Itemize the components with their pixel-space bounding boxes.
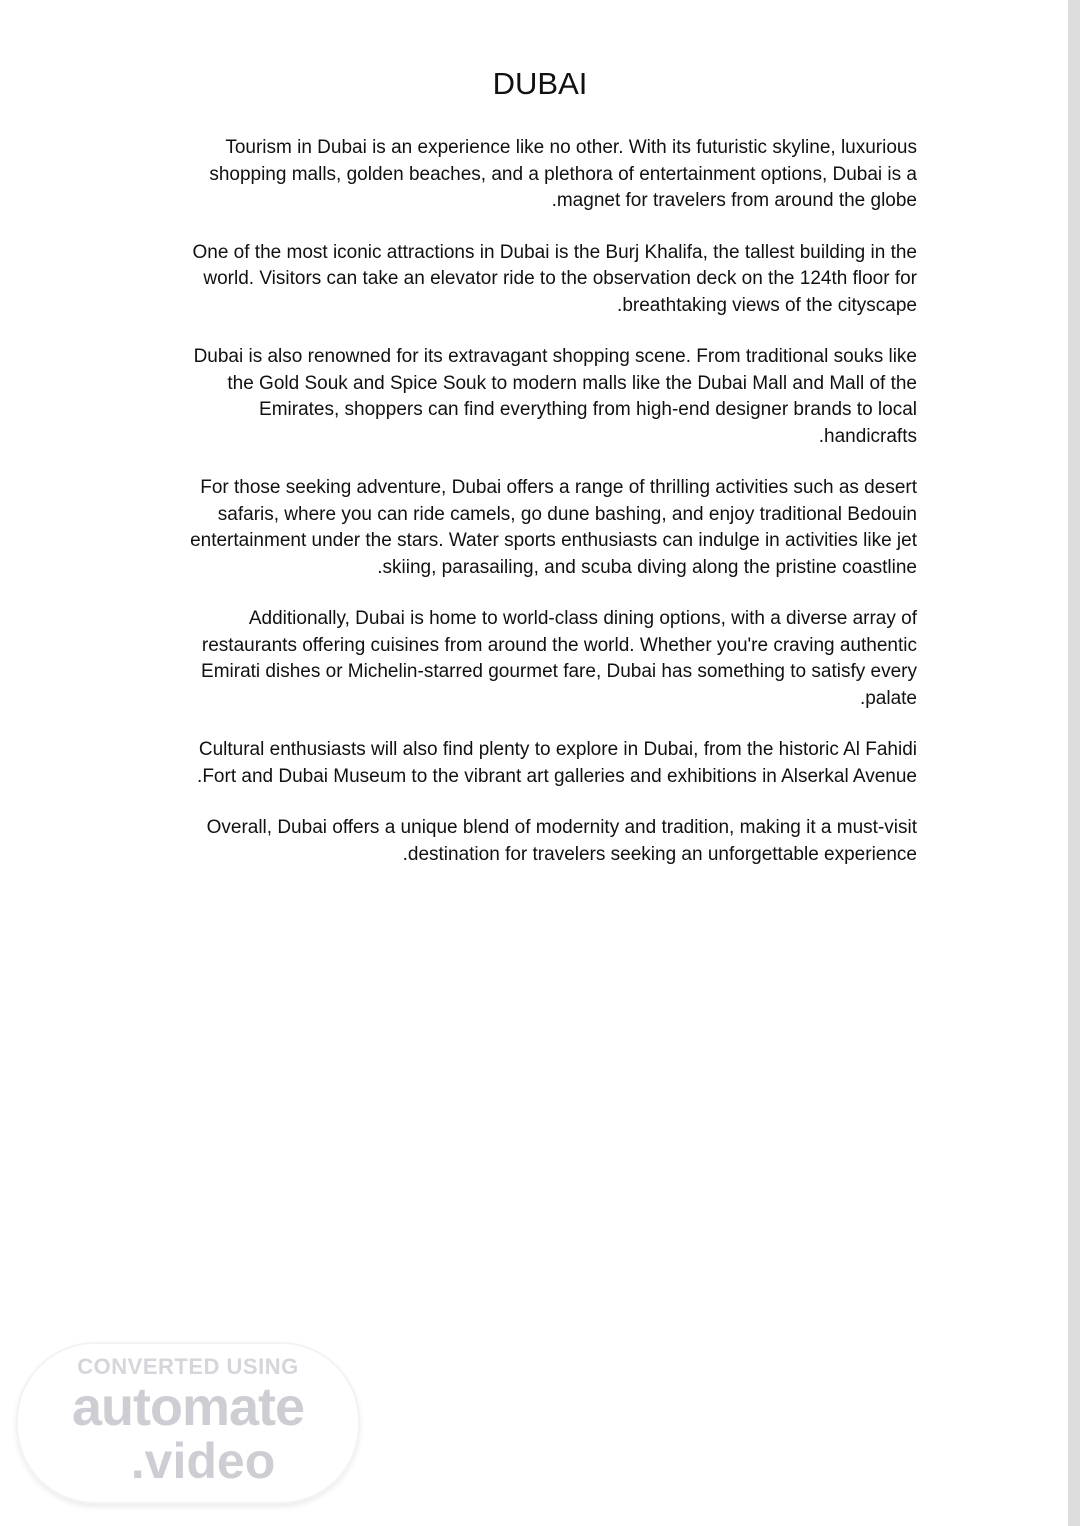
converter-watermark — [16, 1342, 360, 1504]
watermark-caption: CONVERTED USING — [77, 1354, 299, 1379]
paragraph-burj-khalifa: One of the most iconic attractions in Dubai is the Burj Khalifa, the tallest building in the world. Visitors can take an elevator ride to the observation deck on the 124th floor for breathtaking views of the cityscape. — [192, 241, 917, 316]
page-edge — [1068, 0, 1080, 1526]
paragraph-culture: Cultural enthusiasts will also find plenty to explore in Dubai, from the historic Al Fahidi Fort and Dubai Museum to the vibrant art galleries and exhibitions in Alserkal Avenue. — [197, 739, 917, 787]
paragraph-adventure: For those seeking adventure, Dubai offers a range of thrilling activities such as desert safaris, where you can ride camels, go dune bashing, and enjoy traditional Bedouin entertainment under the stars. Water sports enthusiasts can indulge in activities like jet skiing, parasailing, and scuba diving along the pristine coastline. — [190, 477, 917, 578]
paragraph-overall: Overall, Dubai offers a unique blend of modernity and tradition, making it a must-visit destination for travelers seeking an unforgettable experience. — [206, 817, 917, 865]
watermark-brand: automate — [71, 1377, 305, 1437]
document-body — [168, 135, 917, 893]
paragraph-dining: Additionally, Dubai is home to world-class dining options, with a diverse array of restaurants offering cuisines from around the world. Whether you're craving authentic Emirati dishes or Michelin-starred gourmet fare, Dubai has something to satisfy every palate. — [201, 608, 917, 709]
paragraph-shopping: Dubai is also renowned for its extravagant shopping scene. From traditional souks like the Gold Souk and Spice Souk to modern malls like the Dubai Mall and Mall of the Emirates, shoppers can find everything from high-end designer brands to local handicrafts. — [193, 346, 917, 447]
page-title: DUBAI — [492, 66, 588, 101]
watermark-domain: .video — [130, 1433, 276, 1489]
paragraph-intro: Tourism in Dubai is an experience like no other. With its futuristic skyline, luxurious shopping malls, golden beaches, and a plethora of entertainment options, Dubai is a magnet for travelers from around the globe. — [209, 137, 917, 211]
